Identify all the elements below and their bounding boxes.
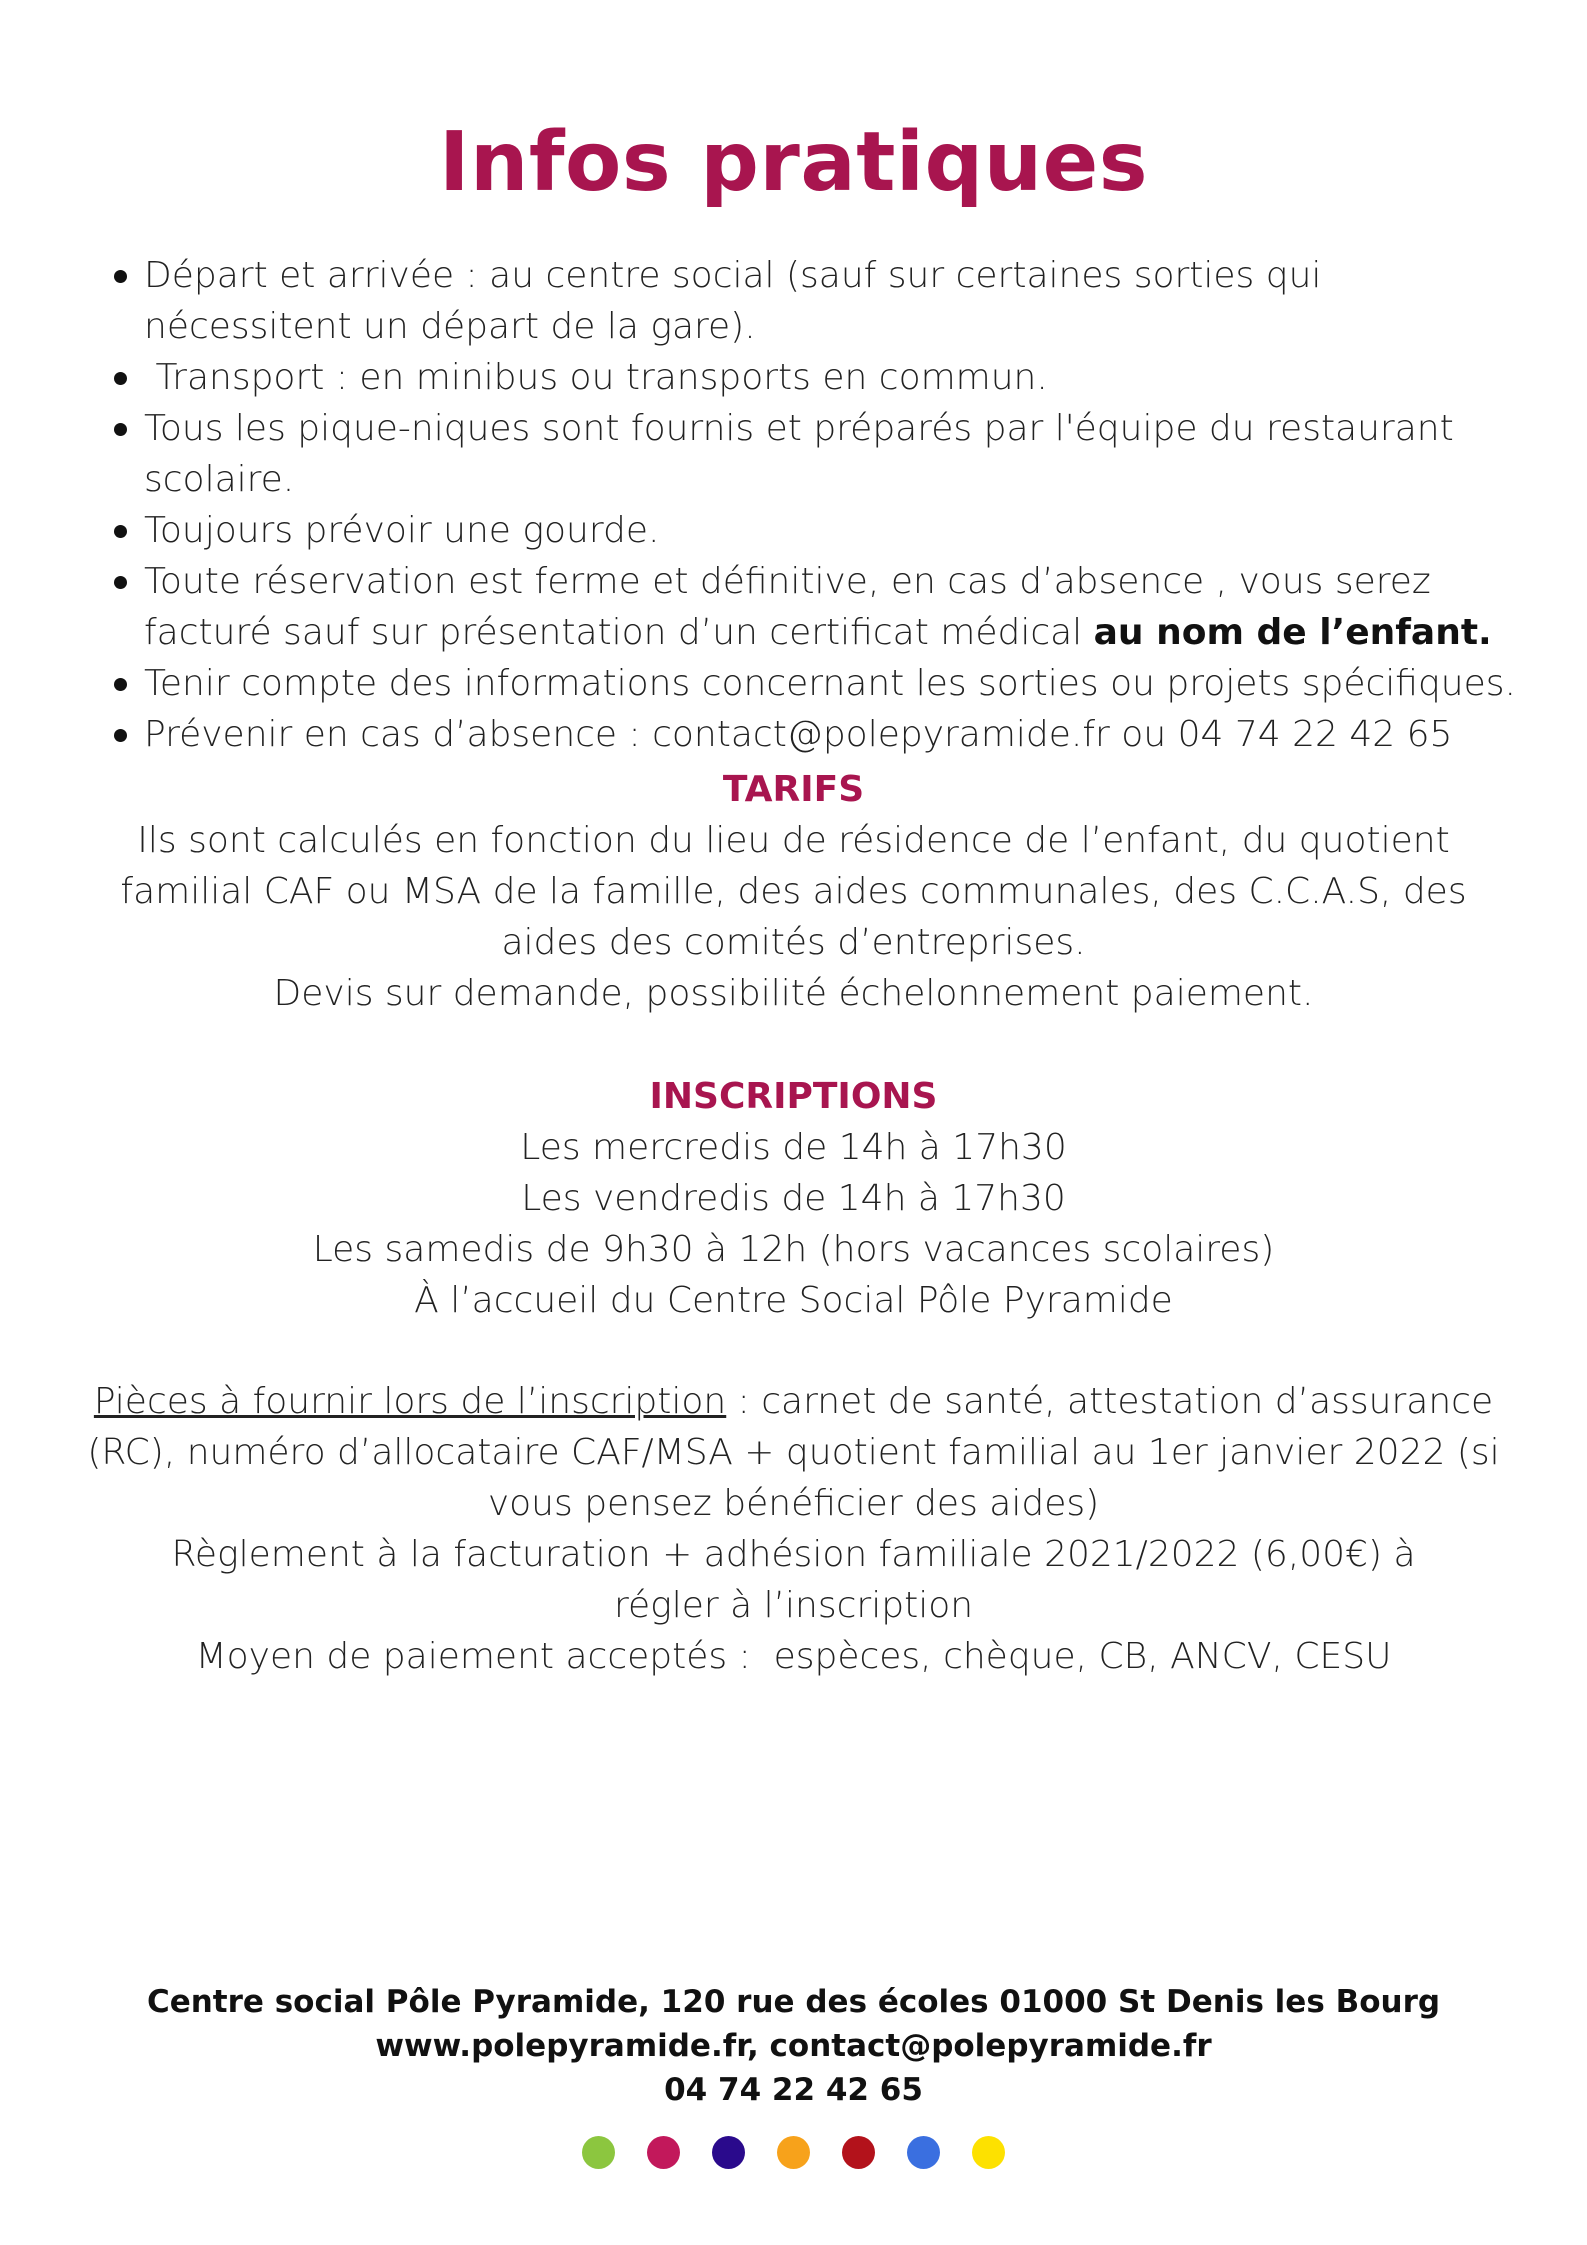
decorative-dot <box>582 2136 615 2169</box>
footer-web: www.polepyramide.fr, contact@polepyramide.fr <box>375 2028 1212 2064</box>
decorative-dot <box>777 2136 810 2169</box>
decorative-dot <box>842 2136 875 2169</box>
paiement-text: Moyen de paiement acceptés : espèces, chèque, CB, ANCV, CESU <box>195 1636 1392 1677</box>
practical-info-list <box>112 250 1522 760</box>
list-item: Transport : en minibus ou transports en commun. <box>112 352 1522 403</box>
inscriptions-heading: INSCRIPTIONS <box>649 1076 938 1117</box>
reglement-text: Règlement à la facturation + adhésion familiale 2021/2022 (6,00€) à régler à l’inscription <box>171 1534 1416 1626</box>
footer-address: Centre social Pôle Pyramide, 120 rue des écoles 01000 St Denis les Bourg <box>146 1984 1441 2020</box>
tarifs-devis: Devis sur demande, possibilité échelonnement paiement. <box>273 973 1314 1014</box>
tarifs-heading: TARIFS <box>722 769 865 810</box>
color-dots <box>0 2136 1587 2176</box>
inscription-location: À l’accueil du Centre Social Pôle Pyramide <box>414 1280 1173 1321</box>
reservation-bold-text: au nom de l’enfant. <box>1093 612 1492 653</box>
page-title: Infos pratiques <box>438 115 1149 210</box>
decorative-dot <box>972 2136 1005 2169</box>
list-item: Prévenir en cas d’absence : contact@polepyramide.fr ou 04 74 22 42 65 <box>112 709 1522 760</box>
list-item: Tous les pique-niques sont fournis et préparés par l'équipe du restaurant scolaire. <box>112 403 1522 505</box>
list-item-reservation <box>112 556 1522 658</box>
footer-phone: 04 74 22 42 65 <box>664 2072 923 2108</box>
list-item: Départ et arrivée : au centre social (sauf sur certaines sorties qui nécessitent un départ de la gare). <box>112 250 1522 352</box>
inscription-hours-saturday: Les samedis de 9h30 à 12h (hors vacances scolaires) <box>312 1229 1275 1270</box>
list-item: Toujours prévoir une gourde. <box>112 505 1522 556</box>
pieces-label: Pièces à fournir lors de l’inscription <box>93 1381 727 1422</box>
decorative-dot <box>647 2136 680 2169</box>
inscription-hours-wednesday: Les mercredis de 14h à 17h30 <box>520 1127 1067 1168</box>
pieces-paragraph <box>60 1376 1527 1529</box>
pieces-text: : carnet de santé, attestation d’assurance (RC), numéro d’allocataire CAF/MSA + quotient familial au 1er janvier 2022 (si vous pensez bénéficier des aides) <box>87 1381 1500 1524</box>
tarifs-text: Ils sont calculés en fonction du lieu de résidence de l’enfant, du quotient familial CAF ou MSA de la famille, des aides communales, des C.C.A.S, des aides des comités d’entreprises. <box>120 820 1467 963</box>
list-item: Tenir compte des informations concernant les sorties ou projets spécifiques. <box>112 658 1522 709</box>
reservation-text: Toute réservation est ferme et définitive, en cas d’absence , vous serez facturé sauf sur présentation d’un certificat médical <box>144 561 1431 653</box>
footer <box>0 1980 1587 2112</box>
pieces-section <box>60 1376 1527 1682</box>
inscription-hours-friday: Les vendredis de 14h à 17h30 <box>521 1178 1066 1219</box>
decorative-dot <box>907 2136 940 2169</box>
decorative-dot <box>712 2136 745 2169</box>
tarifs-section <box>60 764 1527 1019</box>
inscriptions-section <box>60 1071 1527 1326</box>
